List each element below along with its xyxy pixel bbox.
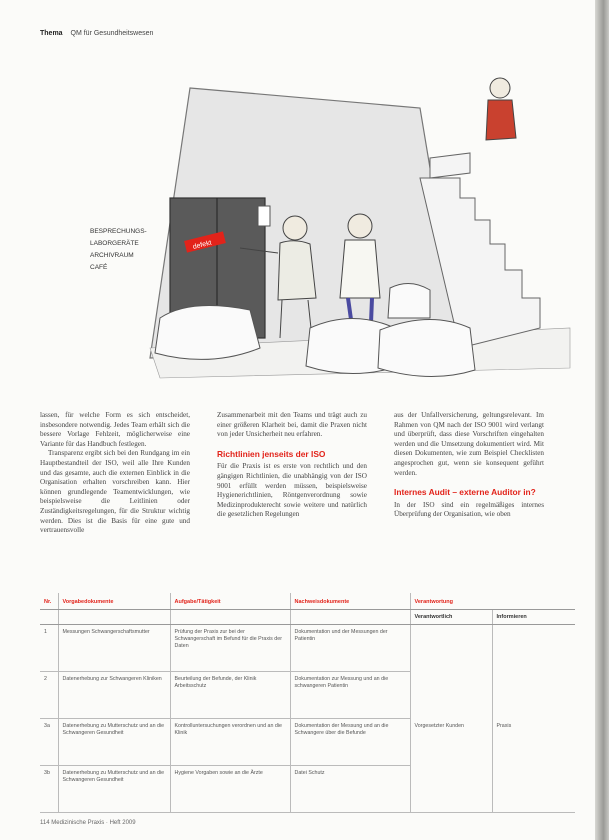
th-verantwortlich: Verantwortlich — [410, 610, 492, 625]
column-2-para-1: Zusammenarbeit mit den Teams und trägt auch zu einer größeren Klarheit bei, damit die Praxen nicht von jeder Unsicherheit neu erfahren. — [217, 411, 367, 439]
cell-informieren — [492, 625, 575, 672]
cell-vorgabe: Datenerhebung zu Mutterschutz und an die Schwangeren Gesundheit — [58, 719, 170, 766]
cell-vorgabe: Messungen Schwangerschaftsmutter — [58, 625, 170, 672]
table-row — [40, 625, 575, 672]
cartoon-illustration — [90, 48, 570, 388]
table-row — [40, 719, 575, 766]
call-buttons — [258, 206, 270, 226]
cell-informieren — [492, 766, 575, 813]
cell-aufgabe: Hygiene Vorgaben sowie an die Ärzte — [170, 766, 290, 813]
cell-informieren — [492, 672, 575, 719]
cell-nr: 3a — [40, 719, 58, 766]
subhead-audit: Internes Audit – externe Auditor in? — [394, 487, 536, 498]
text-column-2 — [217, 411, 367, 520]
table-subheader-row — [40, 610, 575, 625]
table-row — [40, 672, 575, 719]
cell-verantwortlich — [410, 625, 492, 672]
wall-sign-line-4: CAFÉ — [90, 264, 108, 271]
text-column-1 — [40, 411, 190, 536]
th-informieren: Informieren — [492, 610, 575, 625]
cell-vorgabe: Datenerhebung zu Mutterschutz und an die Schwangeren Gesundheit — [58, 766, 170, 813]
wall-sign-line-3: ARCHIVRAUM — [90, 252, 134, 259]
th-nachweis: Nachweisdokumente — [290, 593, 410, 610]
cell-verantwortlich — [410, 766, 492, 813]
th-nr: Nr. — [40, 593, 58, 610]
wall-sign-line-2: LABORGERÄTE — [90, 240, 139, 247]
cell-nr: 3b — [40, 766, 58, 813]
th-vorgabe: Vorgabedokumente — [58, 593, 170, 610]
cell-aufgabe: Beurteilung der Befunde, der Klinik Arbeitsschutz — [170, 672, 290, 719]
column-3-para-2: In der ISO sind ein regelmäßiges internes Überprüfung der Organisation, wie oben — [394, 500, 544, 519]
th-verantwortung: Verantwortung — [410, 593, 575, 610]
column-3-para-1: aus der Unfallversicherung, geltungsrelevant. Im Rahmen von QM nach der ISO 9001 wird verlangt und überprüft, dass diese Vorschriften eingehalten werden und die Umsetzung dokumentiert wird. Mit diesen Dokumenten, wie zum Beispiel Checklisten angesprochen gut, wenn sie konsequent geführt werden. — [394, 411, 544, 477]
table-row — [40, 766, 575, 813]
cell-verantwortlich — [410, 672, 492, 719]
wall-sign — [90, 228, 147, 271]
th-aufgabe: Aufgabe/Tätigkeit — [170, 593, 290, 610]
figure-top — [486, 78, 516, 140]
cell-aufgabe: Prüfung der Praxis zur bei der Schwangerschaft im Befund für die Praxis der Daten — [170, 625, 290, 672]
cell-nr: 2 — [40, 672, 58, 719]
subhead-iso: Richtlinien jenseits der ISO — [217, 448, 326, 459]
cell-vorgabe: Datenerhebung zur Schwangeren Kliniken — [58, 672, 170, 719]
cell-nachweis: Dokumentation der Messung und an die Schwangere über die Befunde — [290, 719, 410, 766]
cell-aufgabe: Kontrolluntersuchungen verordnen und an die Klinik — [170, 719, 290, 766]
text-column-3 — [394, 411, 544, 520]
header-section: Thema — [40, 30, 63, 37]
cell-nachweis: Datei Schutz — [290, 766, 410, 813]
page-footer: 114 Medizinische Praxis · Heft 2009 — [40, 820, 136, 826]
cell-nachweis: Dokumentation zur Messung und an die schwangeren Patientin — [290, 672, 410, 719]
header-topic: QM für Gesundheitswesen — [70, 30, 154, 37]
cell-informieren: Praxis — [492, 719, 575, 766]
column-1-para-1: lassen, für welche Form es sich entscheidet, insbesondere notwendig. Jedes Team erhält sich die bessere Vorlage Fehlzeit, möglicherweise eine Variante für das Handbuch festlegen. — [40, 411, 190, 448]
door-sign-text: defekt — [192, 239, 213, 251]
cell-verantwortlich: Vorgesetzter Kunden — [410, 719, 492, 766]
running-header — [40, 30, 153, 37]
binding-spine — [595, 0, 609, 840]
table-header-row — [40, 593, 575, 610]
column-2-para-2: Für die Praxis ist es erste von rechtlich und den gängigen Richtlinien, die unabhängig von der ISO 9001 erfüllt werden müssen, beispielsweise Hygienerichtlinien, Röntgenverordnung sowie Medizinprodukterecht sowie weitere und natürlich die gesetzlichen Regelungen — [217, 462, 367, 519]
cell-nachweis: Dokumentation und der Messungen der Patientin — [290, 625, 410, 672]
responsibility-table — [40, 593, 575, 813]
wall-sign-line-1: BESPRECHUNGS- — [90, 228, 147, 235]
cell-nr: 1 — [40, 625, 58, 672]
column-1-para-2: Transparenz ergibt sich bei den Rundgang im ein Hauptbestandteil der ISO, weil alle Ihre Kunden und das gesamte, auch die externen Einblick in die Organisation erhalten vorschreiben kann. Hier können grundlegende Teamentwicklungen, wie beispielsweise die Leitlinien oder Zuständigkeitsregelungen, für die Struktur wichtig werden. Dies ist die Basis für eine gute und vertrauensvolle — [40, 449, 190, 535]
